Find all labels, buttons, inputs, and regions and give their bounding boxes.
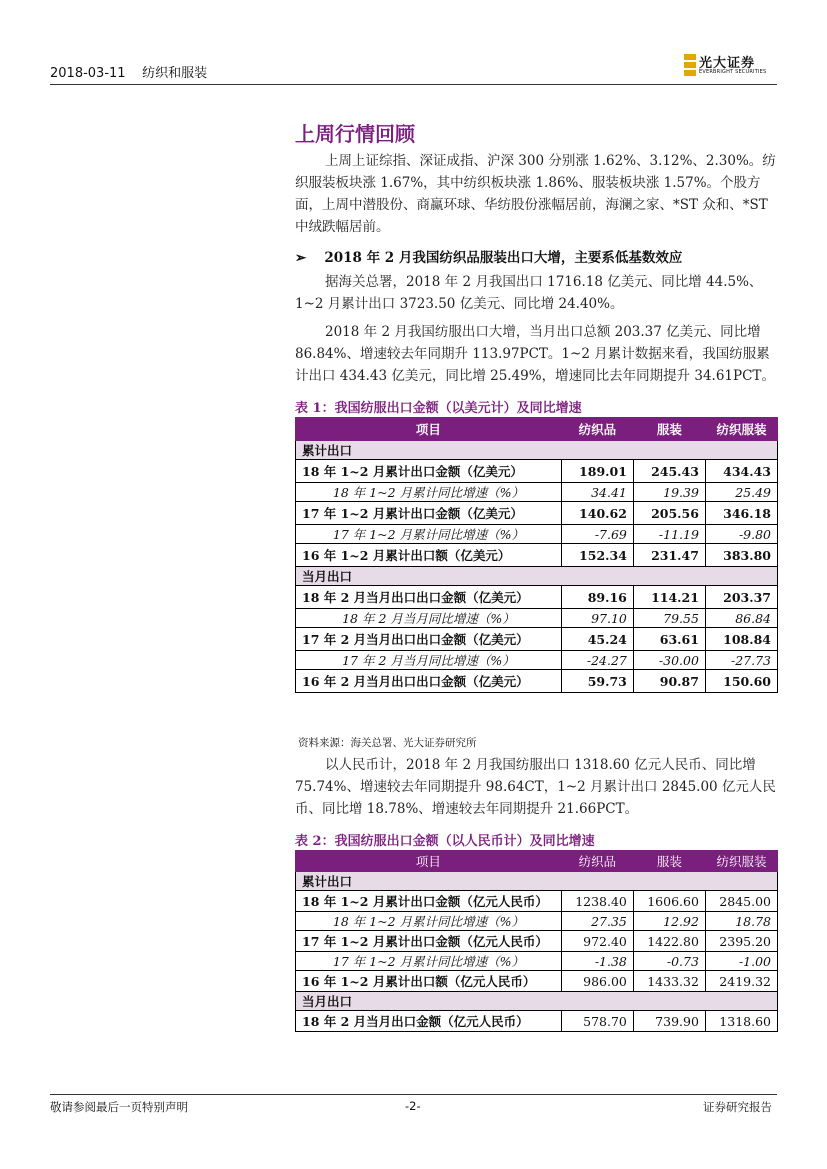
paragraph-customs: 据海关总署，2018 年 2 月我国出口 1716.18 亿美元、同比增 44.5%、1~2 月累计出口 3723.50 亿美元、同比增 24.40%。 bbox=[295, 274, 763, 312]
table-row: 17 年 1~2 月累计同比增速（%） -7.69 -11.19 -9.80 bbox=[296, 525, 778, 544]
logo-subtext: EVERBRIGHT SECURITIES bbox=[699, 69, 767, 75]
table-row: 17 年 1~2 月累计同比增速（%） -1.38 -0.73 -1.00 bbox=[296, 952, 778, 971]
table-header-row bbox=[296, 851, 778, 872]
page-number: -2- bbox=[405, 1099, 421, 1113]
bullet-heading: ➢ 2018 年 2 月我国纺织品服装出口大增，主要系低基数效应 bbox=[295, 250, 683, 266]
table1-source: 资料来源：海关总署、光大证券研究所 bbox=[298, 737, 477, 749]
table2 bbox=[295, 850, 778, 1032]
table-row: 18 年 2 月当月出口出口金额（亿美元） 89.16 114.21 203.37 bbox=[296, 586, 778, 609]
table1 bbox=[295, 417, 778, 693]
arrow-bullet-icon: ➢ bbox=[295, 250, 307, 266]
everbright-logo-icon bbox=[684, 54, 696, 76]
table-row: 18 年 1~2 月累计出口金额（亿美元） 189.01 245.43 434.43 bbox=[296, 460, 778, 483]
footer-disclaimer: 敬请参阅最后一页特别声明 bbox=[50, 1100, 188, 1114]
table2-title: 表 2：我国纺服出口金额（以人民币计）及同比增速 bbox=[295, 834, 595, 849]
table-row: 17 年 1~2 月累计出口金额（亿元人民币） 972.40 1422.80 2395.20 bbox=[296, 931, 778, 952]
header-divider bbox=[50, 84, 777, 85]
table-row: 17 年 2 月当月同比增速（%） -24.27 -30.00 -27.73 bbox=[296, 651, 778, 670]
table-header-row bbox=[296, 418, 778, 441]
paragraph-textile-exports: 2018 年 2 月我国纺服出口大增，当月出口总额 203.37 亿美元、同比增 86.84%、增速较去年同期升 113.97PCT。1~2 月累计数据来看，我国纺服累计出口 434.43 亿美元，同比增 25.49%，增速同比去年同期提升 34.61PCT。 bbox=[295, 324, 775, 384]
table-row: 18 年 2 月当月同比增速（%） 97.10 79.55 86.84 bbox=[296, 609, 778, 628]
table-row: 16 年 2 月当月出口出口金额（亿美元） 59.73 90.87 150.60 bbox=[296, 670, 778, 693]
table-header-cell: 服装 bbox=[633, 851, 705, 872]
header-date-section: 2018-03-11 纺织和服装 bbox=[50, 66, 208, 81]
table-row: 16 年 1~2 月累计出口额（亿元人民币） 986.00 1433.32 2419.32 bbox=[296, 971, 778, 992]
section-title: 上周行情回顾 bbox=[295, 122, 415, 146]
paragraph-market-review: 上周上证综指、深证成指、沪深 300 分别涨 1.62%、3.12%、2.30%。纺织服装板块涨 1.67%，其中纺织板块涨 1.86%、服装板块涨 1.57%。个股方面，上周中潜股份、商赢环球、华纺股份涨幅居前，海澜之家、*ST 众和、*ST 中绒跌幅居前。 bbox=[295, 153, 776, 235]
footer-report-type: 证券研究报告 bbox=[703, 1100, 772, 1114]
table-row: 18 年 1~2 月累计同比增速（%） 34.41 19.39 25.49 bbox=[296, 483, 778, 502]
logo-text: 光大证券 bbox=[699, 56, 756, 71]
table-header-cell: 纺织服装 bbox=[705, 851, 777, 872]
footer-divider bbox=[50, 1094, 777, 1095]
table-row: 16 年 1~2 月累计出口额（亿美元） 152.34 231.47 383.80 bbox=[296, 544, 778, 567]
table-row: 18 年 2 月当月出口金额（亿元人民币） 578.70 739.90 1318.60 bbox=[296, 1011, 778, 1032]
table-row: 17 年 2 月当月出口出口金额（亿美元） 45.24 63.61 108.84 bbox=[296, 628, 778, 651]
table-row: 17 年 1~2 月累计出口金额（亿美元） 140.62 205.56 346.18 bbox=[296, 502, 778, 525]
table-header-cell: 纺织服装 bbox=[705, 418, 777, 441]
table-header-cell: 服装 bbox=[633, 418, 705, 441]
table-row: 18 年 1~2 月累计出口金额（亿元人民币） 1238.40 1606.60 2845.00 bbox=[296, 891, 778, 912]
table-row: 18 年 1~2 月累计同比增速（%） 27.35 12.92 18.78 bbox=[296, 912, 778, 931]
table-header-cell: 纺织品 bbox=[561, 851, 633, 872]
table1-title: 表 1：我国纺服出口金额（以美元计）及同比增速 bbox=[295, 401, 582, 416]
table-category-row: 累计出口 bbox=[296, 872, 778, 891]
table-category-row: 当月出口 bbox=[296, 567, 778, 586]
table-category-row: 累计出口 bbox=[296, 441, 778, 460]
table-header-cell: 项目 bbox=[296, 851, 562, 872]
table-header-cell: 项目 bbox=[296, 418, 562, 441]
table-category-row: 当月出口 bbox=[296, 992, 778, 1011]
paragraph-rmb-exports: 以人民币计，2018 年 2 月我国纺服出口 1318.60 亿元人民币、同比增 75.74%、增速较去年同期提升 98.64CT，1~2 月累计出口 2845.00 亿元人民币、同比增 18.78%、增速较去年同期提升 21.66PCT。 bbox=[295, 757, 776, 817]
table-header-cell: 纺织品 bbox=[561, 418, 633, 441]
